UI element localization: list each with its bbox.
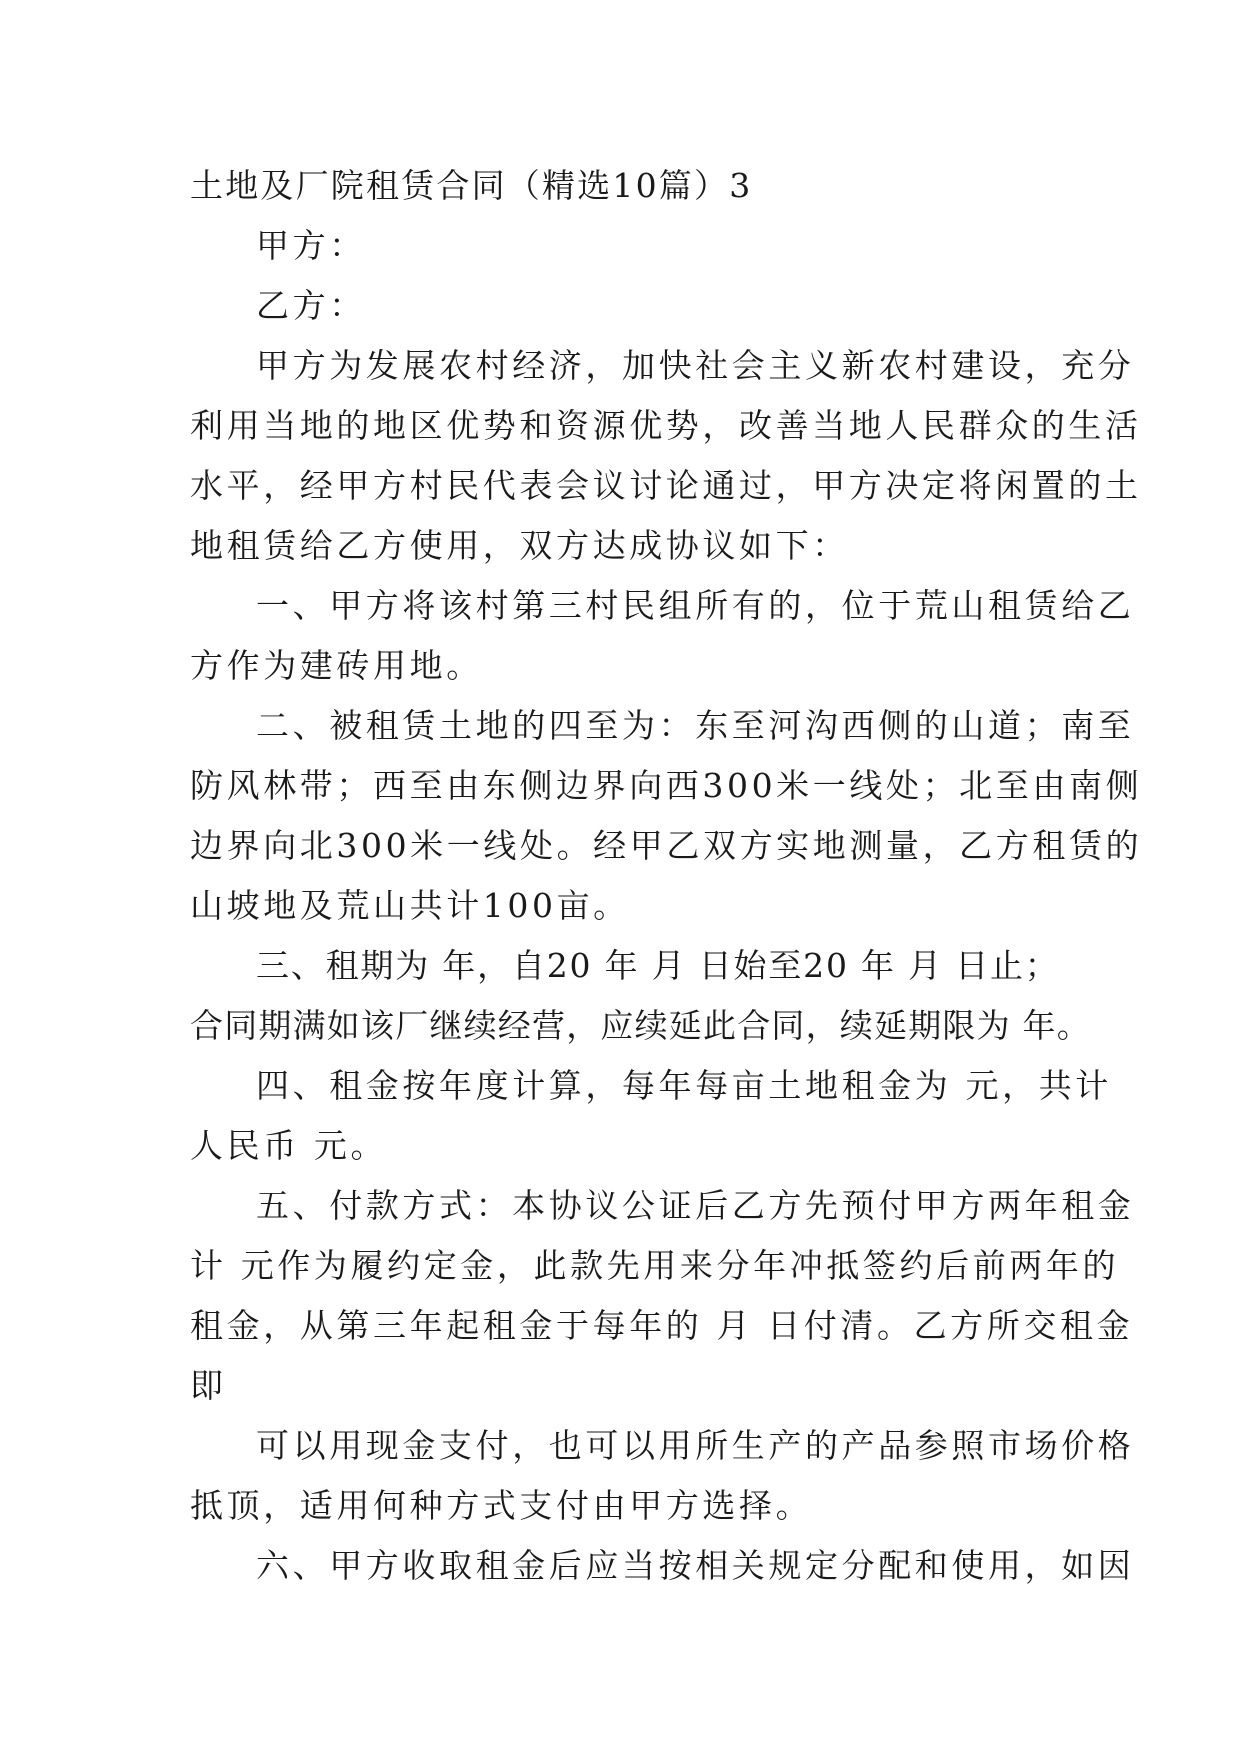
document-title: 土地及厂院租赁合同（精选10篇）3: [190, 166, 753, 205]
clause-4-line: 人民币 元。: [190, 1126, 388, 1165]
clause-2-line: 山坡地及荒山共计100亩。: [190, 886, 630, 925]
party-b-line: 乙方：: [256, 286, 366, 325]
clause-5-line: 即: [190, 1366, 227, 1405]
clause-3-line: 合同期满如该厂继续经营，应续延此合同，续延期限为 年。: [190, 1006, 1091, 1045]
clause-3-line: 三、租期为 年，自20 年 月 日始至20 年 月 日止；: [256, 946, 1060, 985]
payment-method-line: 可以用现金支付，也可以用所生产的产品参照市场价格: [256, 1426, 1135, 1465]
clause-5-line: 计 元作为履约定金，此款先用来分年冲抵签约后前两年的: [190, 1246, 1120, 1285]
paragraph-line: 利用当地的地区优势和资源优势，改善当地人民群众的生活: [190, 406, 1142, 445]
clause-2-line: 二、被租赁土地的四至为：东至河沟西侧的山道；南至: [256, 706, 1135, 745]
clause-6-line: 六、甲方收取租金后应当按相关规定分配和使用，如因: [256, 1546, 1135, 1585]
paragraph-line: 地租赁给乙方使用，双方达成协议如下：: [190, 526, 849, 565]
party-a-line: 甲方：: [256, 226, 366, 265]
clause-2-line: 防风林带；西至由东侧边界向西300米一线处；北至由南侧: [190, 766, 1143, 805]
clause-2-line: 边界向北300米一线处。经甲乙双方实地测量，乙方租赁的: [190, 826, 1143, 865]
paragraph-line: 甲方为发展农村经济，加快社会主义新农村建设，充分: [256, 346, 1135, 385]
clause-1-line: 一、甲方将该村第三村民组所有的，位于荒山租赁给乙: [256, 586, 1135, 625]
paragraph-line: 水平，经甲方村民代表会议讨论通过，甲方决定将闲置的土: [190, 466, 1142, 505]
clause-5-line: 五、付款方式：本协议公证后乙方先预付甲方两年租金: [256, 1186, 1135, 1225]
payment-method-line: 抵顶，适用何种方式支付由甲方选择。: [190, 1486, 813, 1525]
clause-5-line: 租金，从第三年起租金于每年的 月 日付清。乙方所交租金: [190, 1306, 1134, 1345]
clause-1-line: 方作为建砖用地。: [190, 646, 483, 685]
clause-4-line: 四、租金按年度计算，每年每亩土地租金为 元，共计: [256, 1066, 1112, 1105]
